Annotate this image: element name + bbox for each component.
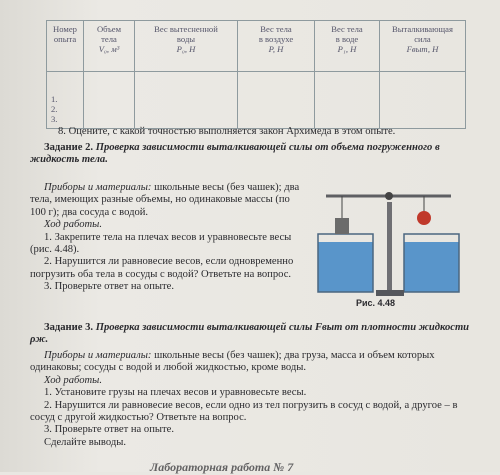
item-8: 8. Оцените, с какой точностью выполняется закон Архимеда в этом опыте.	[58, 126, 396, 137]
row-number: 3.	[51, 114, 58, 124]
table-cell	[315, 72, 380, 129]
water-vessel-right	[404, 242, 459, 292]
experiment-table	[46, 20, 466, 129]
table-header-cell: Вес тела в воде P₁, Н	[315, 21, 380, 72]
balance-stand	[387, 202, 392, 292]
task3-step: Сделайте выводы.	[44, 436, 126, 448]
balance-figure	[306, 182, 476, 310]
table-header-cell: Выталкивающая сила Fвыт, Н	[380, 21, 466, 72]
small-body	[335, 218, 349, 234]
table-cell	[238, 72, 315, 129]
table-header-cell: Вес вытесненной воды P₀, Н	[135, 21, 238, 72]
table-header-cell: Номер опыта	[47, 21, 84, 72]
task3-heading: Задание 3. Проверка зависимости выталкивающей силы Fвыт от плотности жидкости ρж.	[30, 322, 470, 346]
table-cell	[380, 72, 466, 129]
table-header-row	[47, 21, 466, 72]
task2-step: 1. Закрепите тела на плечах весов и уравновесьте весы (рис. 4.48).	[30, 231, 292, 256]
table-row	[47, 72, 466, 129]
task3-step: 3. Проверьте ответ на опыте.	[44, 424, 174, 436]
footer-heading: Лабораторная работа № 7	[150, 460, 294, 474]
row-number: 1.	[51, 94, 58, 104]
figure-caption: Рис. 4.48	[356, 298, 396, 308]
task2-step: 3. Проверьте ответ на опыте.	[44, 281, 174, 293]
water-vessel-left	[318, 242, 373, 292]
task2-body: Приборы и материалы: школьные весы (без чашек); два тела, имеющих разные объемы, но одинаковые массы (по 100 г); два сосуда с водой. Ход работы. 1. Закрепите тела на плечах весов и уравновесьте весы (рис. 4.48). 2. Нарушится ли равновесие весов, если одновременно погрузить оба тела в сосуды с водой? Ответьте на вопрос. 3. Проверьте ответ на опыте.	[30, 182, 302, 294]
task3-body: Приборы и материалы: школьные весы (без чашек); два груза, масса и объем которых одинаковы; сосуды с водой и любой жидкостью, кроме воды. Ход работы. 1. Установите грузы на плечах весов и уравновесьте весы. 2. Нарушится ли равновесие весов, если одно из тел погрузить в сосуд с водой, а другое – в сосуд с другой жидкостью? Ответьте на вопрос. 3. Проверьте ответ на опыте. Сделайте выводы.	[30, 350, 470, 449]
task3-step: 1. Установите грузы на плечах весов и уравновесьте весы.	[44, 387, 307, 399]
task2-step: 2. Нарушится ли равновесие весов, если одновременно погрузить оба тела в сосуды с водой? Ответьте на вопрос.	[30, 256, 294, 280]
task2-heading: Задание 2. Проверка зависимости выталкивающей силы от объема погруженного в жидкость тела.	[30, 142, 440, 166]
table-header-cell: Объем тела V₀, м³	[84, 21, 135, 72]
table-cell	[84, 72, 135, 129]
row-numbers-cell	[47, 72, 84, 129]
ball-body	[417, 211, 431, 225]
table-cell	[135, 72, 238, 129]
table-header-cell: Вес тела в воздухе P, Н	[238, 21, 315, 72]
task3-step: 2. Нарушится ли равновесие весов, если одно из тел погрузить в сосуд с водой, а другое – в сосуд с другой жидкостью? Ответьте на вопрос.	[30, 399, 458, 424]
row-number: 2.	[51, 104, 58, 114]
